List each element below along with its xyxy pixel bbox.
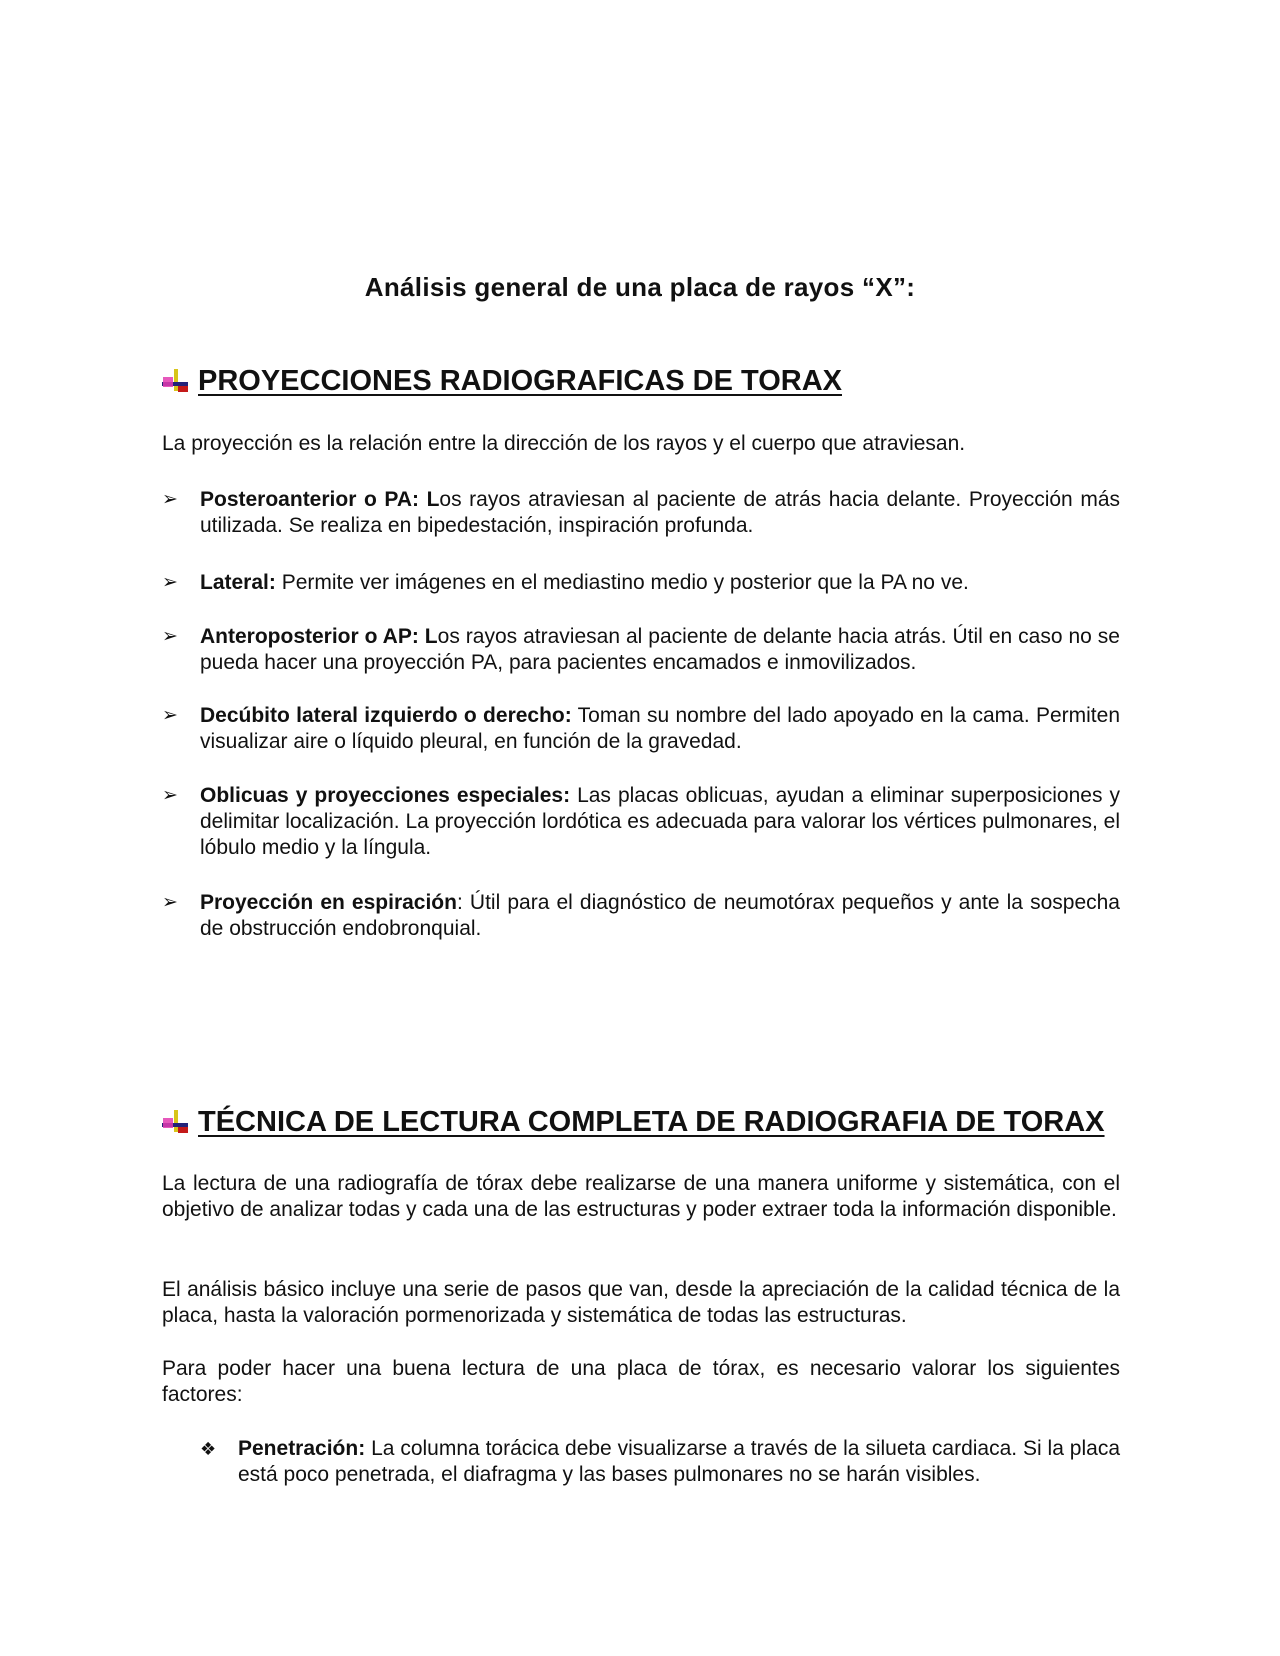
paragraph: Para poder hacer una buena lectura de una placa de tórax, es necesario valorar los siguientes factores: bbox=[162, 1357, 1120, 1406]
bullet-label: Anteroposterior o AP: L bbox=[200, 625, 438, 648]
bullet-text: os rayos atraviesan al paciente de atrás hacia delante. Proyección más utilizada. Se realiza en bipedestación, inspiración profunda. bbox=[200, 488, 1120, 537]
section-heading-text: PROYECCIONES RADIOGRAFICAS DE TORAX bbox=[198, 365, 842, 397]
pushpin-icon bbox=[160, 1108, 190, 1138]
list-item bbox=[162, 570, 1120, 596]
list-item bbox=[162, 624, 1120, 676]
bullet-label: Proyección en espiración bbox=[200, 891, 457, 914]
arrowhead-bullet-icon: ➢ bbox=[162, 892, 178, 913]
bullet-label: Oblicuas y proyecciones especiales: bbox=[200, 784, 571, 807]
factor-text: La columna torácica debe visualizarse a través de la silueta cardiaca. Si la placa está poco penetrada, el diafragma y las bases pulmonares no se harán visibles. bbox=[238, 1437, 1120, 1486]
arrowhead-bullet-icon: ➢ bbox=[162, 785, 178, 806]
bullet-text: Las placas oblicuas, ayudan a eliminar superposiciones y delimitar localización. La proyección lordótica es adecuada para valorar los vértices pulmonares, el lóbulo medio y la língula. bbox=[200, 784, 1120, 859]
section-heading-text: TÉCNICA DE LECTURA COMPLETA DE RADIOGRAFIA DE TORAX bbox=[198, 1106, 1105, 1138]
list-item bbox=[200, 1436, 1120, 1488]
bullet-label: Decúbito lateral izquierdo o derecho: bbox=[200, 704, 572, 727]
paragraph: El análisis básico incluye una serie de pasos que van, desde la apreciación de la calidad técnica de la placa, hasta la valoración pormenorizada y sistemática de todas las estructuras. bbox=[162, 1278, 1120, 1327]
paragraph: La lectura de una radiografía de tórax debe realizarse de una manera uniforme y sistemática, con el objetivo de analizar todas y cada una de las estructuras y poder extraer toda la información disponible. bbox=[162, 1172, 1120, 1221]
list-item bbox=[162, 890, 1120, 942]
arrowhead-bullet-icon: ➢ bbox=[162, 489, 178, 510]
section-heading-proyecciones bbox=[160, 365, 842, 398]
pushpin-icon bbox=[160, 367, 190, 397]
section-heading-tecnica bbox=[160, 1106, 1105, 1139]
bullet-label: Posteroanterior o PA: L bbox=[200, 488, 440, 511]
arrowhead-bullet-icon: ➢ bbox=[162, 572, 178, 593]
arrowhead-bullet-icon: ➢ bbox=[162, 705, 178, 726]
list-item bbox=[162, 783, 1120, 861]
four-diamond-bullet-icon: ❖ bbox=[200, 1439, 217, 1459]
arrowhead-bullet-icon: ➢ bbox=[162, 626, 178, 647]
bullet-text: : Útil para el diagnóstico de neumotórax pequeños y ante la sospecha de obstrucción endobronquial. bbox=[200, 891, 1120, 940]
bullet-text: Permite ver imágenes en el mediastino medio y posterior que la PA no ve. bbox=[275, 571, 969, 594]
bullet-text: os rayos atraviesan al paciente de delante hacia atrás. Útil en caso no se pueda hacer una proyección PA, para pacientes encamados e inmovilizados. bbox=[200, 625, 1120, 674]
list-item bbox=[162, 487, 1120, 539]
bullet-text: Toman su nombre del lado apoyado en la cama. Permiten visualizar aire o líquido pleural, en función de la gravedad. bbox=[200, 704, 1120, 753]
bullet-label: Lateral: bbox=[200, 571, 276, 594]
document-title: Análisis general de una placa de rayos “X”: bbox=[364, 272, 916, 302]
factor-label: Penetración: bbox=[238, 1437, 366, 1460]
section-intro: La proyección es la relación entre la dirección de los rayos y el cuerpo que atraviesan. bbox=[162, 432, 966, 455]
list-item bbox=[162, 703, 1120, 755]
